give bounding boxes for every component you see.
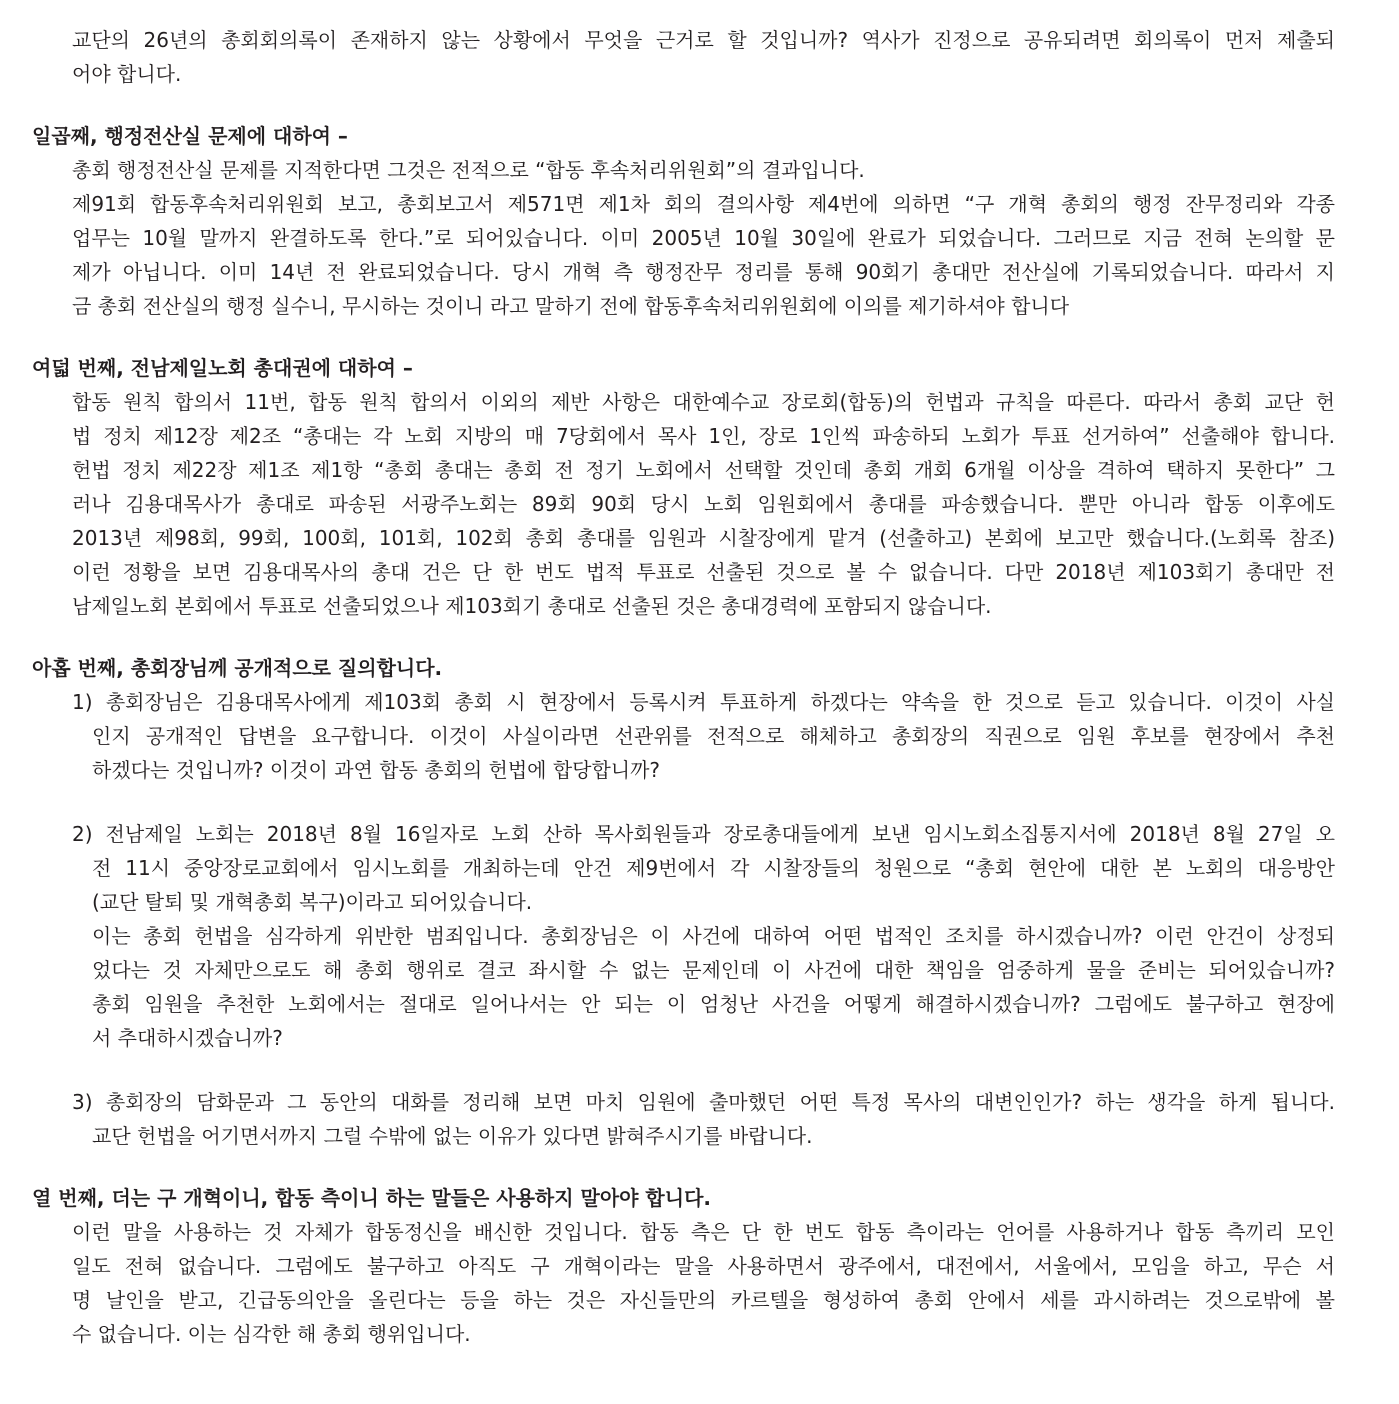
text-line: 이런 말을 사용하는 것 자체가 합동정신을 배신한 것입니다. 합동 측은 단 한 번도 합동 측이라는 언어를 사용하거나 합동 측끼리 모인 (72, 1220, 1335, 1244)
section-heading: 아홉 번째, 총회장님께 공개적으로 질의합니다. (32, 656, 443, 680)
text-line: 명 날인을 받고, 긴급동의안을 올린다는 등을 하는 것은 자신들만의 카르텔을 형성하여 총회 안에서 세를 과시하려는 것으로밖에 볼 (72, 1288, 1335, 1312)
text-line: 었다는 것 자체만으로도 해 총회 행위로 결코 좌시할 수 없는 문제인데 이 사건에 대한 책임을 엄중하게 물을 준비는 되어있습니까? (92, 958, 1335, 982)
text-line: 합동 원칙 합의서 11번, 합동 원칙 합의서 이외의 제반 사항은 대한예수교 장로회(합동)의 헌법과 규칙을 따른다. 따라서 총회 교단 헌 (72, 390, 1335, 414)
text-line: 업무는 10월 말까지 완결하도록 한다.”로 되어있습니다. 이미 2005년 10월 30일에 완료가 되었습니다. 그러므로 지금 전혀 논의할 문 (72, 226, 1335, 250)
question-item-1 (0, 685, 1399, 787)
text-line: 3) 총회장의 담화문과 그 동안의 대화를 정리해 보면 마치 임원에 출마했던 어떤 특정 목사의 대변인인가? 하는 생각을 하게 됩니다. (72, 1090, 1335, 1114)
question-item-2 (0, 817, 1399, 1055)
text-line: 하겠다는 것입니까? 이것이 과연 합동 총회의 헌법에 합당합니까? (92, 758, 661, 782)
text-line: (교단 탈퇴 및 개혁총회 복구)이라고 되어있습니다. (92, 890, 533, 914)
text-line: 수 없습니다. 이는 심각한 해 총회 행위입니다. (72, 1322, 471, 1346)
text-line: 서 추대하시겠습니까? (92, 1026, 283, 1050)
section-7 (0, 119, 1399, 323)
text-line: 금 총회 전산실의 행정 실수니, 무시하는 것이니 라고 말하기 전에 합동후속처리위원회에 이의를 제기하셔야 합니다 (72, 294, 1070, 318)
text-line: 제91회 합동후속처리위원회 보고, 총회보고서 제571면 제1차 회의 결의사항 제4번에 의하면 “구 개혁 총회의 행정 잔무정리와 각종 (72, 192, 1335, 216)
text-line: 교단 헌법을 어기면서까지 그럴 수밖에 없는 이유가 있다면 밝혀주시기를 바랍니다. (92, 1124, 813, 1148)
text-line: 일도 전혀 없습니다. 그럼에도 불구하고 아직도 구 개혁이라는 말을 사용하면서 광주에서, 대전에서, 서울에서, 모임을 하고, 무슨 서 (72, 1254, 1335, 1278)
text-line: 2013년 제98회, 99회, 100회, 101회, 102회 총회 총대를 임원과 시찰장에게 맡겨 (선출하고) 본회에 보고만 했습니다.(노회록 참조) (72, 526, 1335, 550)
text-line: 러나 김용대목사가 총대로 파송된 서광주노회는 89회 90회 당시 노회 임원회에서 총대를 파송했습니다. 뿐만 아니라 합동 이후에도 (72, 492, 1335, 516)
text-line: 제가 아닙니다. 이미 14년 전 완료되었습니다. 당시 개혁 측 행정잔무 정리를 통해 90회기 총대만 전산실에 기록되었습니다. 따라서 지 (72, 260, 1335, 284)
text-line: 인지 공개적인 답변을 요구합니다. 이것이 사실이라면 선관위를 전적으로 해체하고 총회장의 직권으로 임원 후보를 현장에서 추천 (92, 724, 1335, 748)
text-line: 2) 전남제일 노회는 2018년 8월 16일자로 노회 산하 목사회원들과 장로총대들에게 보낸 임시노회소집통지서에 2018년 8월 27일 오 (72, 822, 1335, 846)
text-line: 교단의 26년의 총회회의록이 존재하지 않는 상황에서 무엇을 근거로 할 것입니까? 역사가 진정으로 공유되려면 회의록이 먼저 제출되 (72, 28, 1335, 52)
section-heading: 여덟 번째, 전남제일노회 총대권에 대하여 – (32, 356, 413, 380)
text-line: 어야 합니다. (72, 62, 182, 86)
section-heading: 열 번째, 더는 구 개혁이니, 합동 측이니 하는 말들은 사용하지 말아야 합니다. (32, 1186, 711, 1210)
text-line: 법 정치 제12장 제2조 “총대는 각 노회 지방의 매 7당회에서 목사 1인, 장로 1인씩 파송하되 노회가 투표 선거하여” 선출해야 합니다. (72, 424, 1335, 448)
text-line: 총회 임원을 추천한 노회에서는 절대로 일어나서는 안 되는 이 엄청난 사건을 어떻게 해결하시겠습니까? 그럼에도 불구하고 현장에 (92, 992, 1335, 1016)
text-line: 헌법 정치 제22장 제1조 제1항 “총회 총대는 총회 전 정기 노회에서 선택할 것인데 총회 개회 6개월 이상을 격하여 택하지 못한다” 그 (72, 458, 1335, 482)
text-line: 남제일노회 본회에서 투표로 선출되었으나 제103회기 총대로 선출된 것은 총대경력에 포함되지 않습니다. (72, 594, 992, 618)
text-line: 1) 총회장님은 김용대목사에게 제103회 총회 시 현장에서 등록시켜 투표하게 하겠다는 약속을 한 것으로 듣고 있습니다. 이것이 사실 (72, 690, 1335, 714)
section-9 (0, 651, 1399, 1153)
section-heading: 일곱째, 행정전산실 문제에 대하여 – (32, 124, 348, 148)
text-line: 총회 행정전산실 문제를 지적한다면 그것은 전적으로 “합동 후속처리위원회”의 결과입니다. (72, 158, 865, 182)
intro-paragraph (0, 23, 1399, 91)
section-10 (0, 1181, 1399, 1351)
text-line: 전 11시 중앙장로교회에서 임시노회를 개최하는데 안건 제9번에서 각 시찰장들의 청원으로 “총회 현안에 대한 본 노회의 대응방안 (92, 856, 1335, 880)
text-line: 이는 총회 헌법을 심각하게 위반한 범죄입니다. 총회장님은 이 사건에 대하여 어떤 법적인 조치를 하시겠습니까? 이런 안건이 상정되 (92, 924, 1335, 948)
question-item-3 (0, 1085, 1399, 1153)
text-line: 이런 정황을 보면 김용대목사의 총대 건은 단 한 번도 법적 투표로 선출된 것으로 볼 수 없습니다. 다만 2018년 제103회기 총대만 전 (72, 560, 1335, 584)
section-8 (0, 351, 1399, 623)
